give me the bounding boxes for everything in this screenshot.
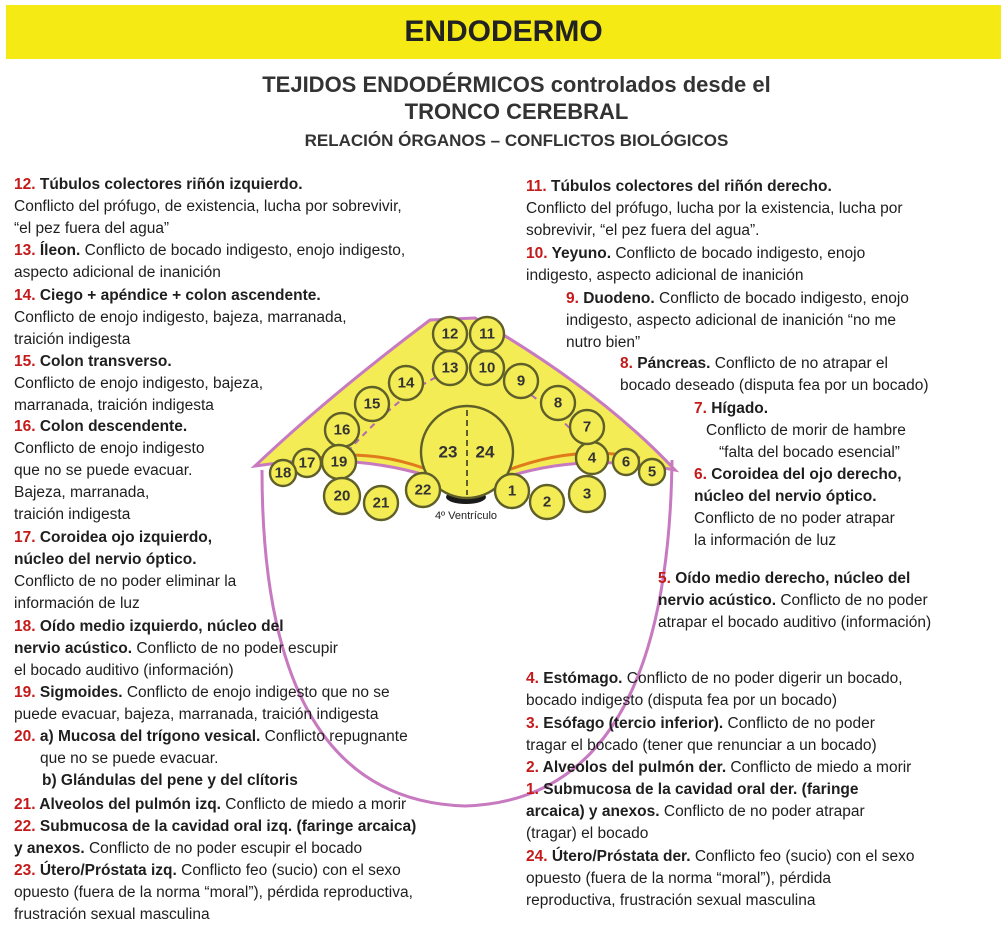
entry-text: Conflicto de bocado indigesto, enojo bbox=[654, 290, 909, 307]
entry-line: núcleo del nervio óptico. bbox=[14, 551, 197, 568]
circle-label-14: 14 bbox=[397, 374, 415, 392]
entry-organ: Íleon. bbox=[39, 242, 81, 259]
entry-number: 23. bbox=[14, 862, 40, 879]
entry-line: “el pez fuera del agua” bbox=[14, 220, 170, 237]
left-entry-14 bbox=[14, 285, 347, 351]
entry-line: nutro bien” bbox=[566, 334, 641, 351]
entry-number: 21. bbox=[14, 796, 40, 813]
circle-label-4: 4 bbox=[587, 449, 597, 467]
page-title-line2: TRONCO CEREBRAL bbox=[404, 99, 629, 124]
circle-label-24: 24 bbox=[475, 442, 495, 462]
entry-line: indigesto, aspecto adicional de inanición bbox=[526, 267, 804, 284]
entry-organ: Túbulos colectores del riñón derecho. bbox=[551, 178, 832, 195]
entry-number: 9. bbox=[566, 290, 584, 307]
entry-number: 7. bbox=[694, 400, 712, 417]
entry-organ: Submucosa de la cavidad oral izq. (faringe arcaica) bbox=[39, 818, 417, 835]
entry-line: marranada, traición indigesta bbox=[14, 397, 214, 414]
entry-organ: Alveolos del pulmón der. bbox=[542, 759, 727, 776]
entry-organ: Túbulos colectores riñón izquierdo. bbox=[39, 176, 303, 193]
entry-organ: Útero/Próstata izq. bbox=[39, 862, 177, 879]
entry-line: información de luz bbox=[14, 595, 140, 612]
entry-line: nervio acústico. Conflicto de no poder escupir bbox=[14, 640, 338, 657]
left-entry-18 bbox=[14, 616, 338, 682]
circle-label-11: 11 bbox=[479, 325, 495, 343]
entry-number: 10. bbox=[526, 245, 552, 262]
entry-line: Bajeza, marranada, bbox=[14, 484, 150, 501]
entry-number: 8. bbox=[620, 355, 638, 372]
right-entry-7 bbox=[694, 398, 906, 464]
right-entry-8 bbox=[620, 353, 929, 397]
right-entry-2 bbox=[526, 757, 911, 779]
right-entry-6 bbox=[694, 464, 902, 552]
entry-organ: Colon descendente. bbox=[39, 418, 188, 435]
circle-label-5: 5 bbox=[647, 463, 657, 481]
entry-organ: Oído medio derecho, núcleo del bbox=[675, 570, 911, 587]
entry-line: Conflicto del prófugo, de existencia, lucha por sobrevivir, bbox=[14, 198, 402, 215]
entry-number: 1. bbox=[526, 781, 544, 798]
entry-number: 24. bbox=[526, 848, 552, 865]
entry-line: Conflicto de no poder eliminar la bbox=[14, 573, 237, 590]
entry-organ: Oído medio izquierdo, núcleo del bbox=[39, 618, 284, 635]
right-entry-1 bbox=[526, 779, 865, 845]
entry-number: 6. bbox=[694, 466, 712, 483]
entry-number: 14. bbox=[14, 287, 40, 304]
circle-label-20: 20 bbox=[333, 487, 351, 505]
circle-label-12: 12 bbox=[441, 325, 459, 343]
entry-line: núcleo del nervio óptico. bbox=[694, 488, 877, 505]
entry-number: 4. bbox=[526, 670, 544, 687]
right-entry-3 bbox=[526, 713, 877, 757]
entry-line: opuesto (fuera de la norma “moral”), pérdida bbox=[526, 870, 831, 887]
entry-organ: Submucosa de la cavidad oral der. (faringe bbox=[543, 781, 859, 798]
entry-number: 3. bbox=[526, 715, 544, 732]
circle-label-16: 16 bbox=[333, 421, 351, 439]
right-entry-24 bbox=[526, 846, 915, 912]
left-entry-23 bbox=[14, 860, 413, 926]
entry-line: la información de luz bbox=[694, 532, 837, 549]
entry-text: Conflicto de bocado indigesto, enojo bbox=[611, 245, 866, 262]
banner-title: ENDODERMO bbox=[404, 15, 603, 48]
entry-organ: Yeyuno. bbox=[551, 245, 612, 262]
entry-text: Conflicto de miedo a morir bbox=[221, 796, 407, 813]
entry-text: Conflicto feo (sucio) con el sexo bbox=[176, 862, 401, 879]
circle-label-8: 8 bbox=[553, 394, 563, 412]
left-entry-12 bbox=[14, 174, 402, 240]
entry-number: 2. bbox=[526, 759, 543, 776]
entry-text: Conflicto de bocado indigesto, enojo indigesto, bbox=[80, 242, 406, 259]
entry-organ: Coroidea del ojo derecho, bbox=[711, 466, 902, 483]
circle-label-23: 23 bbox=[438, 442, 458, 462]
circle-label-6: 6 bbox=[621, 453, 631, 471]
entry-text: Conflicto repugnante bbox=[260, 728, 408, 745]
entry-organ: Ciego + apéndice + colon ascendente. bbox=[39, 287, 321, 304]
entry-line: tragar el bocado (tener que renunciar a un bocado) bbox=[526, 737, 877, 754]
entry-text: Conflicto de enojo indigesto que no se bbox=[122, 684, 390, 701]
entry-text: Conflicto de miedo a morir bbox=[726, 759, 912, 776]
entry-line: y anexos. Conflicto de no poder escupir el bocado bbox=[14, 840, 363, 857]
entry-line: aspecto adicional de inanición bbox=[14, 264, 221, 281]
right-entry-10 bbox=[526, 243, 865, 287]
entry-organ: Hígado. bbox=[711, 400, 769, 417]
entry-line: (tragar) el bocado bbox=[526, 825, 649, 842]
entry-number: 19. bbox=[14, 684, 40, 701]
entry-line: atrapar el bocado auditivo (información) bbox=[658, 614, 932, 631]
left-entry-13 bbox=[14, 240, 405, 284]
circle-label-3: 3 bbox=[582, 485, 592, 503]
entry-text: Conflicto de no poder bbox=[723, 715, 875, 732]
left-entry-19 bbox=[14, 682, 390, 726]
entry-organ: Sigmoides. bbox=[39, 684, 123, 701]
entry-organ: a) Mucosa del trígono vesical. bbox=[39, 728, 261, 745]
entry-organ: Esófago (tercio inferior). bbox=[543, 715, 724, 732]
entry-organ: Colon transverso. bbox=[39, 353, 172, 370]
left-entry-21 bbox=[14, 794, 406, 816]
page-subtitle: RELACIÓN ÓRGANOS – CONFLICTOS BIOLÓGICOS bbox=[304, 131, 729, 150]
entry-organ: Coroidea ojo izquierdo, bbox=[39, 529, 213, 546]
entry-number: 18. bbox=[14, 618, 40, 635]
left-entry-20 bbox=[14, 726, 408, 792]
entry-number: 11. bbox=[526, 178, 551, 195]
right-entry-9 bbox=[566, 288, 909, 354]
entry-line: Conflicto de enojo indigesto, bajeza, bbox=[14, 375, 264, 392]
entry-line: Conflicto de no poder atrapar bbox=[694, 510, 895, 527]
circle-label-13: 13 bbox=[441, 359, 459, 377]
left-entry-16 bbox=[14, 416, 204, 526]
entry-number: 5. bbox=[658, 570, 676, 587]
circle-label-15: 15 bbox=[363, 395, 381, 413]
entry-organ: Estómago. bbox=[543, 670, 623, 687]
entry-text: Conflicto feo (sucio) con el sexo bbox=[690, 848, 915, 865]
entry-line: “falta del bocado esencial” bbox=[719, 444, 900, 461]
entry-line: bocado deseado (disputa fea por un bocado) bbox=[620, 377, 929, 394]
entry-line: arcaica) y anexos. Conflicto de no poder atrapar bbox=[526, 803, 865, 820]
right-entry-5 bbox=[658, 568, 931, 634]
entry-organ: Alveolos del pulmón izq. bbox=[39, 796, 221, 813]
left-entry-22 bbox=[14, 816, 416, 860]
entry-line: bocado indigesto (disputa fea por un bocado) bbox=[526, 692, 838, 709]
entry-line: sobrevivir, “el pez fuera del agua”. bbox=[526, 222, 760, 239]
circle-label-10: 10 bbox=[478, 359, 496, 377]
entry-organ: Páncreas. bbox=[637, 355, 711, 372]
entry-line: el bocado auditivo (información) bbox=[14, 662, 234, 679]
entry-line: puede evacuar, bajeza, marranada, traición indigesta bbox=[14, 706, 379, 723]
entry-number: 17. bbox=[14, 529, 40, 546]
entry-number: 20. bbox=[14, 728, 40, 745]
entry-line: frustración sexual masculina bbox=[14, 906, 210, 923]
circle-label-17: 17 bbox=[298, 454, 316, 472]
entry-organ: Duodeno. bbox=[583, 290, 655, 307]
circle-label-1: 1 bbox=[507, 482, 517, 500]
circle-label-22: 22 bbox=[414, 481, 432, 499]
entry-line: opuesto (fuera de la norma “moral”), pérdida reproductiva, bbox=[14, 884, 413, 901]
entry-line: Conflicto de morir de hambre bbox=[706, 422, 906, 439]
entry-line: b) Glándulas del pene y del clítoris bbox=[42, 772, 298, 789]
entry-line: que no se puede evacuar. bbox=[14, 462, 193, 479]
circle-label-7: 7 bbox=[582, 418, 592, 436]
page-title-line1: TEJIDOS ENDODÉRMICOS controlados desde el bbox=[262, 72, 771, 97]
circle-label-21: 21 bbox=[372, 494, 390, 512]
entry-number: 16. bbox=[14, 418, 40, 435]
entry-line: que no se puede evacuar. bbox=[40, 750, 219, 767]
left-entry-15 bbox=[14, 351, 263, 417]
entry-line: Conflicto de enojo indigesto, bajeza, marranada, bbox=[14, 309, 347, 326]
entry-number: 12. bbox=[14, 176, 40, 193]
circle-label-19: 19 bbox=[330, 453, 348, 471]
entry-line: reproductiva, frustración sexual masculina bbox=[526, 892, 816, 909]
entry-line: traición indigesta bbox=[14, 331, 131, 348]
entry-line: Conflicto del prófugo, lucha por la existencia, lucha por bbox=[526, 200, 903, 217]
entry-line: Conflicto de enojo indigesto bbox=[14, 440, 205, 457]
entry-text: Conflicto de no atrapar el bbox=[710, 355, 888, 372]
right-entry-11 bbox=[526, 176, 903, 242]
entry-number: 13. bbox=[14, 242, 40, 259]
entry-number: 15. bbox=[14, 353, 40, 370]
ventricle-label: 4º Ventrículo bbox=[434, 510, 498, 522]
circle-label-9: 9 bbox=[516, 372, 526, 390]
entry-text: Conflicto de no poder digerir un bocado, bbox=[622, 670, 903, 687]
left-entry-17 bbox=[14, 527, 236, 615]
entry-organ: Útero/Próstata der. bbox=[551, 848, 691, 865]
entry-line: nervio acústico. Conflicto de no poder bbox=[658, 592, 928, 609]
entry-line: indigesto, aspecto adicional de inanición “no me bbox=[566, 312, 897, 329]
circle-label-2: 2 bbox=[542, 493, 552, 511]
entry-number: 22. bbox=[14, 818, 40, 835]
circle-label-18: 18 bbox=[274, 464, 292, 482]
entry-line: traición indigesta bbox=[14, 506, 131, 523]
right-entry-4 bbox=[526, 668, 903, 712]
